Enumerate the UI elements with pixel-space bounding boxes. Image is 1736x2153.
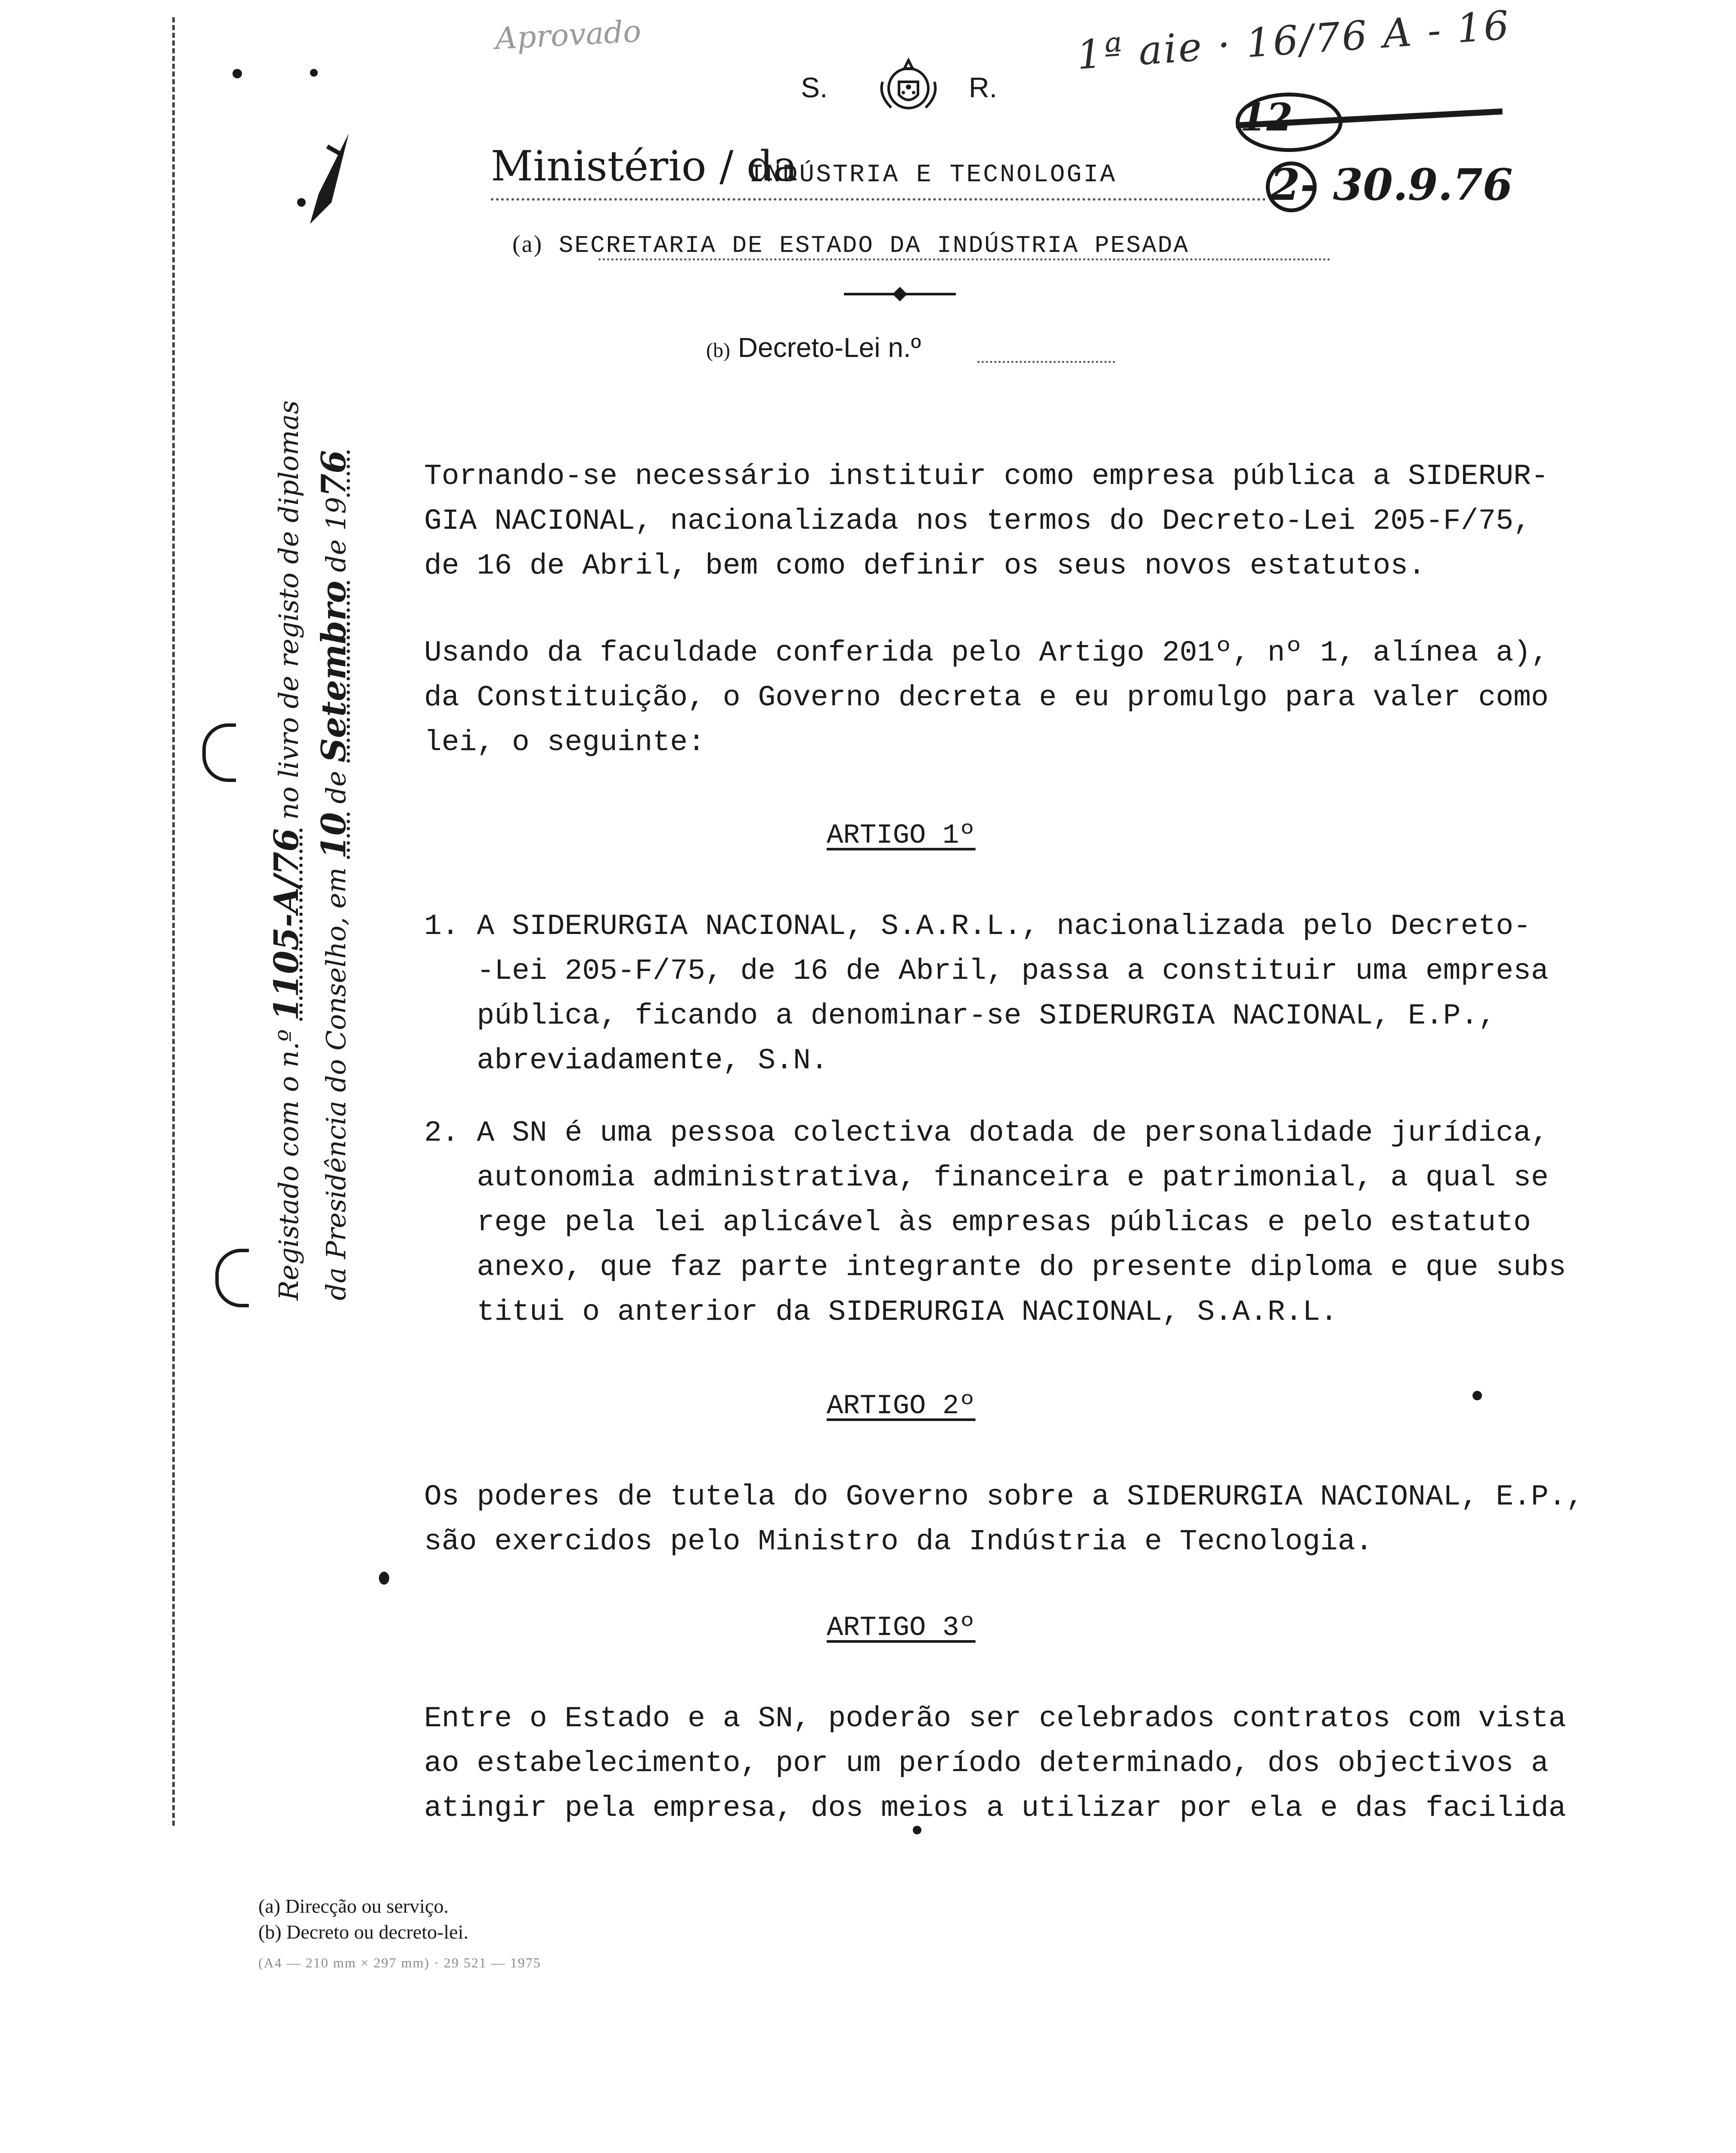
- article-1-paragraph-1: 1. A SIDERURGIA NACIONAL, S.A.R.L., nacionalizada pelo Decreto- -Lei 205-F/75, de 16 de Abril, passa a constituir uma empresa pública, ficando a denominar-se SIDERURGIA NACIONAL, E.P., abreviadamente, S.N.: [424, 910, 1549, 1077]
- article-3-paragraph-1: Entre o Estado e a SN, poderão ser celebrados contratos com vista ao estabelecimento, por um período determinado, dos objectivos a atingir pela empresa, dos meios a utilizar por ela e das facilida: [424, 1702, 1566, 1825]
- registration-suffix: no livro de registo de diplomas: [273, 400, 304, 820]
- stamp-date: [1270, 159, 1513, 210]
- separator-diamond-icon: [893, 287, 907, 301]
- decree-label: Decreto-Lei n.º: [738, 332, 921, 363]
- footnote-a: (a) Direcção ou serviço.: [258, 1895, 449, 1917]
- ministry-line: [491, 142, 1266, 201]
- handwritten-reference-note: 1ª aie · 16/76 A - 16: [1075, 2, 1512, 79]
- margin-bracket-bottom: [215, 1249, 249, 1307]
- print-code: (A4 — 210 mm × 297 mm) · 29 521 — 1975: [258, 1955, 541, 1970]
- footnote-b: (b) Decreto ou decreto-lei.: [258, 1921, 468, 1943]
- stamp-number: 12: [1240, 95, 1293, 140]
- article-2-paragraph-1: Os poderes de tutela do Governo sobre a SIDERURGIA NACIONAL, E.P., são exercidos pelo Ministro da Indústria e Tecnologia.: [424, 1480, 1584, 1558]
- registration-year: 76: [314, 450, 353, 497]
- article-2-title: ARTIGO 2º: [827, 1391, 976, 1422]
- stamp-date-circle-number: 2: [1270, 159, 1300, 210]
- intro-paragraph-1: Tornando-se necessário instituir como empresa pública a SIDERUR- GIA NACIONAL, nacionalizada nos termos do Decreto-Lei 205-F/75, de 16 de Abril, bem como definir os seus novos estatutos.: [424, 460, 1549, 583]
- ministry-label: Ministério / da: [491, 142, 798, 190]
- registration-prefix: Registado com o n.º: [273, 1029, 304, 1300]
- scan-speck: [310, 69, 318, 77]
- handwritten-faint-note: Aprovado: [494, 13, 642, 56]
- arrow-mark-icon: [301, 129, 353, 228]
- registration-day: 10: [314, 812, 353, 859]
- registration-margin-note: [267, 400, 353, 1335]
- secretariat-row: [512, 230, 1189, 259]
- registration-year-prefix: de 19: [320, 496, 352, 572]
- decree-marker: (b): [706, 339, 730, 362]
- ministry-name: INDÚSTRIA E TECNOLOGIA: [749, 161, 1117, 189]
- left-edge-binding-marks: [172, 17, 178, 1826]
- scan-speck: [232, 69, 242, 78]
- intro-paragraph-2: Usando da faculdade conferida pelo Artigo 201º, nº 1, alínea a), da Constituição, o Governo decreta e eu promulgo para valer como lei, o seguinte:: [424, 636, 1549, 759]
- registration-number: 1105-A/76: [267, 828, 306, 1021]
- decree-number-blank: [977, 361, 1115, 363]
- coat-of-arms-icon: [874, 52, 943, 125]
- article-3-title: ARTIGO 3º: [827, 1613, 976, 1644]
- seal-letter-r: R.: [969, 71, 997, 103]
- seal-letter-s: S.: [801, 71, 828, 103]
- secretariat-name: SECRETARIA DE ESTADO DA INDÚSTRIA PESADA: [558, 232, 1189, 259]
- stamp-date-value: - 30.9.76: [1300, 159, 1513, 210]
- registration-line-2: [314, 450, 353, 1300]
- margin-bracket-top: [202, 723, 236, 782]
- scan-speck: [297, 198, 306, 207]
- scan-speck: [379, 1572, 389, 1585]
- article-1-paragraph-2: 2. A SN é uma pessoa colectiva dotada de personalidade jurídica, autonomia administrativa, financeira e patrimonial, a qual se rege pela lei aplicável às empresas públicas e pelo estatuto anexo, que faz parte integrante do presente diploma e que subs titui o anterior da SIDERURGIA NACIONAL, S.A.R.L.: [424, 1117, 1566, 1329]
- registration-month: Setembro: [314, 580, 353, 763]
- secretariat-underline: [598, 258, 1330, 261]
- registration-date-mid: de: [320, 771, 352, 804]
- secretariat-marker: (a): [512, 231, 543, 257]
- scan-speck: [913, 1826, 921, 1834]
- registration-line-1: [267, 400, 306, 1300]
- article-1-title: ARTIGO 1º: [827, 820, 976, 851]
- scan-speck: [1472, 1391, 1482, 1400]
- decree-row: [706, 332, 921, 363]
- registration-date-prefix: da Presidência do Conselho, em: [320, 867, 352, 1300]
